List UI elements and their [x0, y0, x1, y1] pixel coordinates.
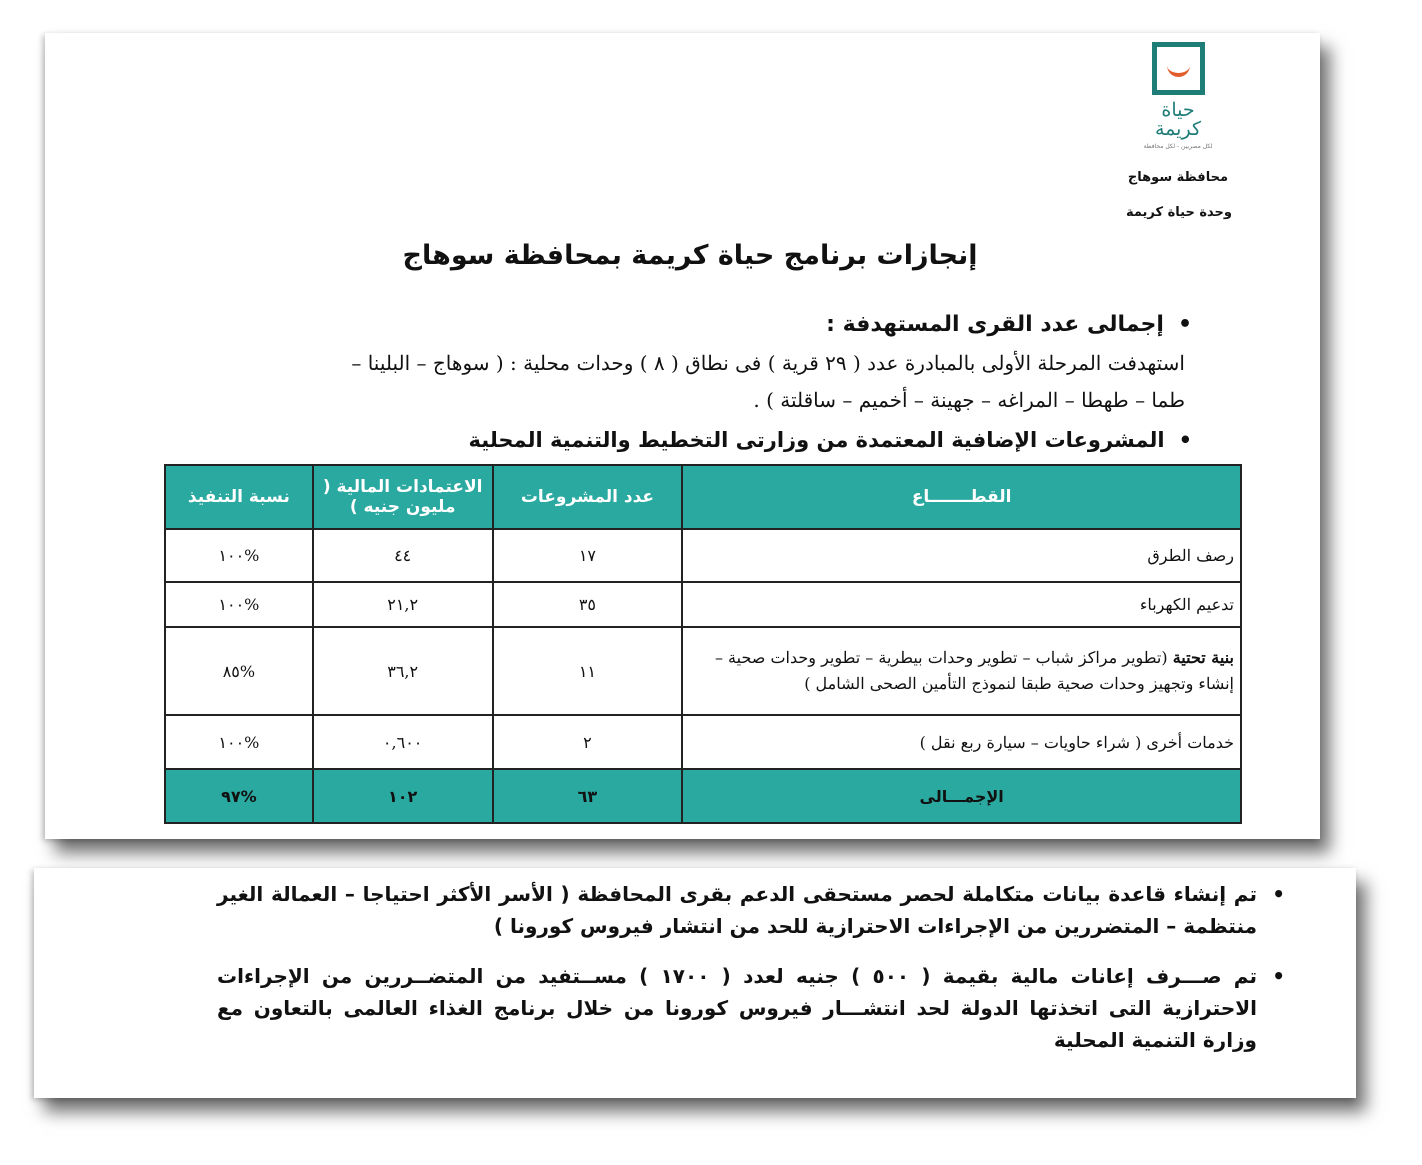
total-rate: %٩٧ [165, 769, 313, 823]
cell-budget: ٢١,٢ [313, 582, 493, 627]
cell-budget: ٣٦,٢ [313, 627, 493, 715]
bullet-icon: • [1272, 882, 1285, 906]
bullet-database-text: تم إنشاء قاعدة بيانات متكاملة لحصر مستحقى الدعم بقرى المحافظة ( الأسر الأكثر احتياجا – العمالة الغير منتظمة – المتضررين من الإجراءات الاحترازية للحد من انتشار فيروس كورونا ) [217, 882, 1257, 938]
cell-budget: ٠,٦٠٠ [313, 715, 493, 769]
cell-count: ٢ [493, 715, 683, 769]
cell-rate: %١٠٠ [165, 582, 313, 627]
sector-bold-text: بنية تحتية [1172, 648, 1234, 667]
cell-sector [682, 627, 1241, 715]
logo-name: حياة كريمة [1155, 99, 1201, 140]
page-title: إنجازات برنامج حياة كريمة بمحافظة سوهاج [402, 240, 978, 271]
table-row [165, 715, 1241, 769]
bullet-grants-text: تم صـــرف إعانات مالية بقيمة ( ٥٠٠ ) جنيه لعدد ( ١٧٠٠ ) مســتفيد من المتضــررين من الإجراءات الاحترازية التى اتخذتها الدولة لحد انتشـــار فيروس كورونا من خلال برنامج الغذاء العالمى بالتعاون مع وزارة التنمية المحلية [217, 964, 1257, 1052]
sector-text: تدعيم الكهرباء [1139, 595, 1234, 614]
table-row [165, 529, 1241, 582]
cell-count: ١٧ [493, 529, 683, 582]
bullet-icon: • [1272, 964, 1285, 988]
cell-rate: %١٠٠ [165, 529, 313, 582]
total-count: ٦٣ [493, 769, 683, 823]
cell-rate: %١٠٠ [165, 715, 313, 769]
section-heading-villages [826, 312, 1192, 337]
table-row [165, 627, 1241, 715]
table-header-row [165, 465, 1241, 529]
bullet-icon: • [1178, 428, 1192, 452]
cell-sector [682, 582, 1241, 627]
header-rate: نسبة التنفيذ [165, 465, 313, 529]
logo-tagline: لكل مصريين - لكل محافظة [1143, 143, 1213, 150]
header-sector: القطـــــــاع [682, 465, 1241, 529]
total-budget: ١٠٢ [313, 769, 493, 823]
section-heading-projects [469, 428, 1192, 452]
table-row [165, 582, 1241, 627]
sector-text: خدمات أخرى ( شراء حاويات – سيارة ربع نقل ) [919, 732, 1234, 752]
cell-budget: ٤٤ [313, 529, 493, 582]
header-count: عدد المشروعات [493, 465, 683, 529]
unit-label: وحدة حياة كريمة [1125, 205, 1232, 220]
sector-text: (تطوير مراكز شباب – تطوير وحدات بيطرية – تطوير وحدات صحية – إنشاء وتجهيز وحدات صحية طبقا لنموذج التأمين الصحى الشامل ) [714, 648, 1234, 693]
table-total-row [165, 769, 1241, 823]
cell-sector [682, 715, 1241, 769]
hayah-karima-logo [1138, 42, 1218, 150]
villages-paragraph-line1: استهدفت المرحلة الأولى بالمبادرة عدد ( ٢٩ قرية ) فى نطاق ( ٨ ) وحدات محلية : ( سوهاج – البلينا – [351, 351, 1185, 375]
logo-frame-icon [1152, 42, 1205, 95]
header-budget: الاعتمادات المالية ( مليون جنيه ) [313, 465, 493, 529]
cell-count: ١١ [493, 627, 683, 715]
projects-table [164, 464, 1242, 824]
cell-rate: %٨٥ [165, 627, 313, 715]
villages-paragraph-line2: طما – طهطا – المراغه – جهينة – أخميم – ساقلتة ) . [753, 388, 1185, 412]
bullet-grants [217, 960, 1285, 1056]
total-label: الإجمـــالى [682, 769, 1241, 823]
cell-count: ٣٥ [493, 582, 683, 627]
section-heading-villages-text: إجمالى عدد القرى المستهدفة : [826, 312, 1164, 337]
cell-sector [682, 529, 1241, 582]
bullet-icon: • [1177, 312, 1192, 337]
section-heading-projects-text: المشروعات الإضافية المعتمدة من وزارتى التخطيط والتنمية المحلية [468, 428, 1165, 452]
logo-smile-icon [1167, 63, 1190, 77]
bullet-database [217, 878, 1285, 942]
governorate-label: محافظة سوهاج [1127, 170, 1228, 185]
sector-text: رصف الطرق [1147, 546, 1234, 565]
